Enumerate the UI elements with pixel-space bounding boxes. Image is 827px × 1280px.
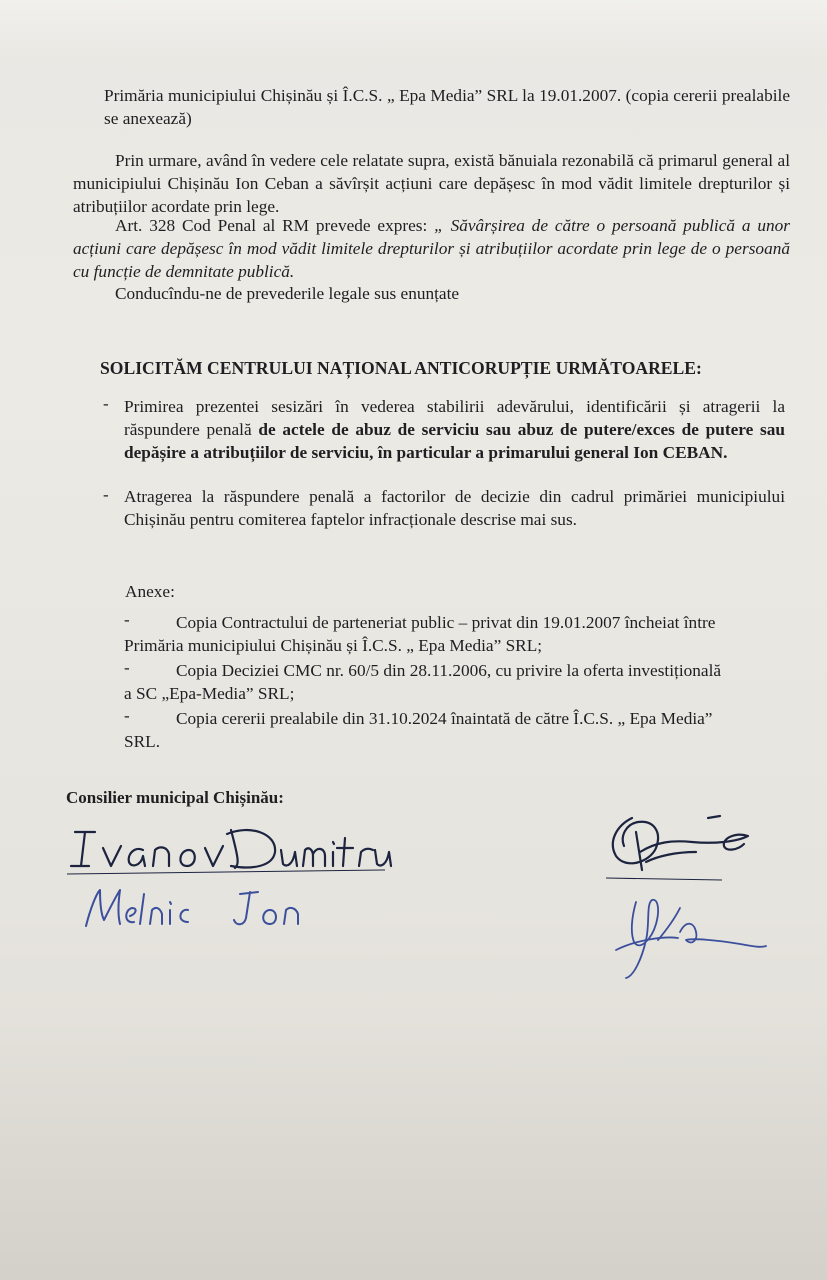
handwritten-name-melnic	[80, 880, 320, 940]
request-1-text: Primirea prezentei sesizări în vederea stabilirii adevărului, identificării și atragerii la răspundere penală	[124, 397, 785, 439]
handwritten-name-ivanov	[55, 820, 395, 880]
request-2: Atragerea la răspundere penală a factorilor de decizie din cadrul primăriei municipiului Chișinău pentru comiterea faptelor infracționale descrise mai sus.	[124, 487, 785, 529]
requests-heading: SOLICITĂM CENTRULUI NAȚIONAL ANTICORUPȚIE URMĂTOARELE:	[100, 358, 702, 378]
annex-3-first-line: Copia cererii prealabile din 31.10.2024 înaintată de către Î.C.S. „ Epa Media”	[176, 709, 713, 728]
article-quote: „ Săvârșirea de către o persoană publică a unor acțiuni care depășesc în mod vădit limitele drepturilor și atribuțiilor acordate prin lege de o persoană cu funcție de demnitate publică.	[73, 216, 790, 281]
signature-2	[606, 880, 776, 984]
annex-2-rest: a SC „Epa-Media” SRL;	[124, 684, 295, 703]
annex-3-dash: -	[124, 706, 130, 725]
request-1-bold-text: de actele de abuz de serviciu sau abuz de putere/exces de putere sau depășire a atribuțiilor de serviciu, în particular a primarului general Ion CEBAN.	[124, 420, 785, 462]
article-paragraph	[73, 214, 790, 283]
article-prefix: Art. 328 Cod Penal al RM prevede expres:	[115, 216, 435, 235]
annex-2-first-line: Copia Deciziei CMC nr. 60/5 din 28.11.2006, cu privire la oferta investițională	[176, 661, 722, 680]
intro-paragraph: Primăria municipiului Chișinău și Î.C.S. „ Epa Media” SRL la 19.01.2007. (copia cererii prealabile se anexează)	[104, 86, 790, 128]
suspicion-paragraph: Prin urmare, având în vedere cele relatate supra, există bănuiala rezonabilă că primarul general al municipiului Chișinău Ion Ceban a săvîrșit acțiuni care depășesc în mod vădit limitele drepturilor și atribuțiilor acordate prin lege.	[73, 151, 790, 216]
request-1-dash: -	[103, 394, 109, 413]
legal-provisions-line: Conducîndu-ne de prevederile legale sus enunțate	[115, 284, 460, 303]
signature-1	[596, 812, 766, 890]
annex-1-dash: -	[124, 610, 130, 629]
page-shadow	[0, 1020, 827, 1280]
request-1	[124, 395, 785, 464]
page-highlight	[0, 0, 827, 60]
annex-title: Anexe:	[125, 582, 175, 601]
annex-1-rest: Primăria municipiului Chișinău și Î.C.S. „ Epa Media” SRL;	[124, 636, 543, 655]
annex-1-first-line: Copia Contractului de parteneriat public – privat din 19.01.2007 încheiat între	[176, 613, 716, 632]
signer-title: Consilier municipal Chișinău:	[66, 788, 284, 807]
request-2-dash: -	[103, 485, 109, 504]
annex-2-dash: -	[124, 658, 130, 677]
annex-3-rest: SRL.	[124, 732, 161, 751]
